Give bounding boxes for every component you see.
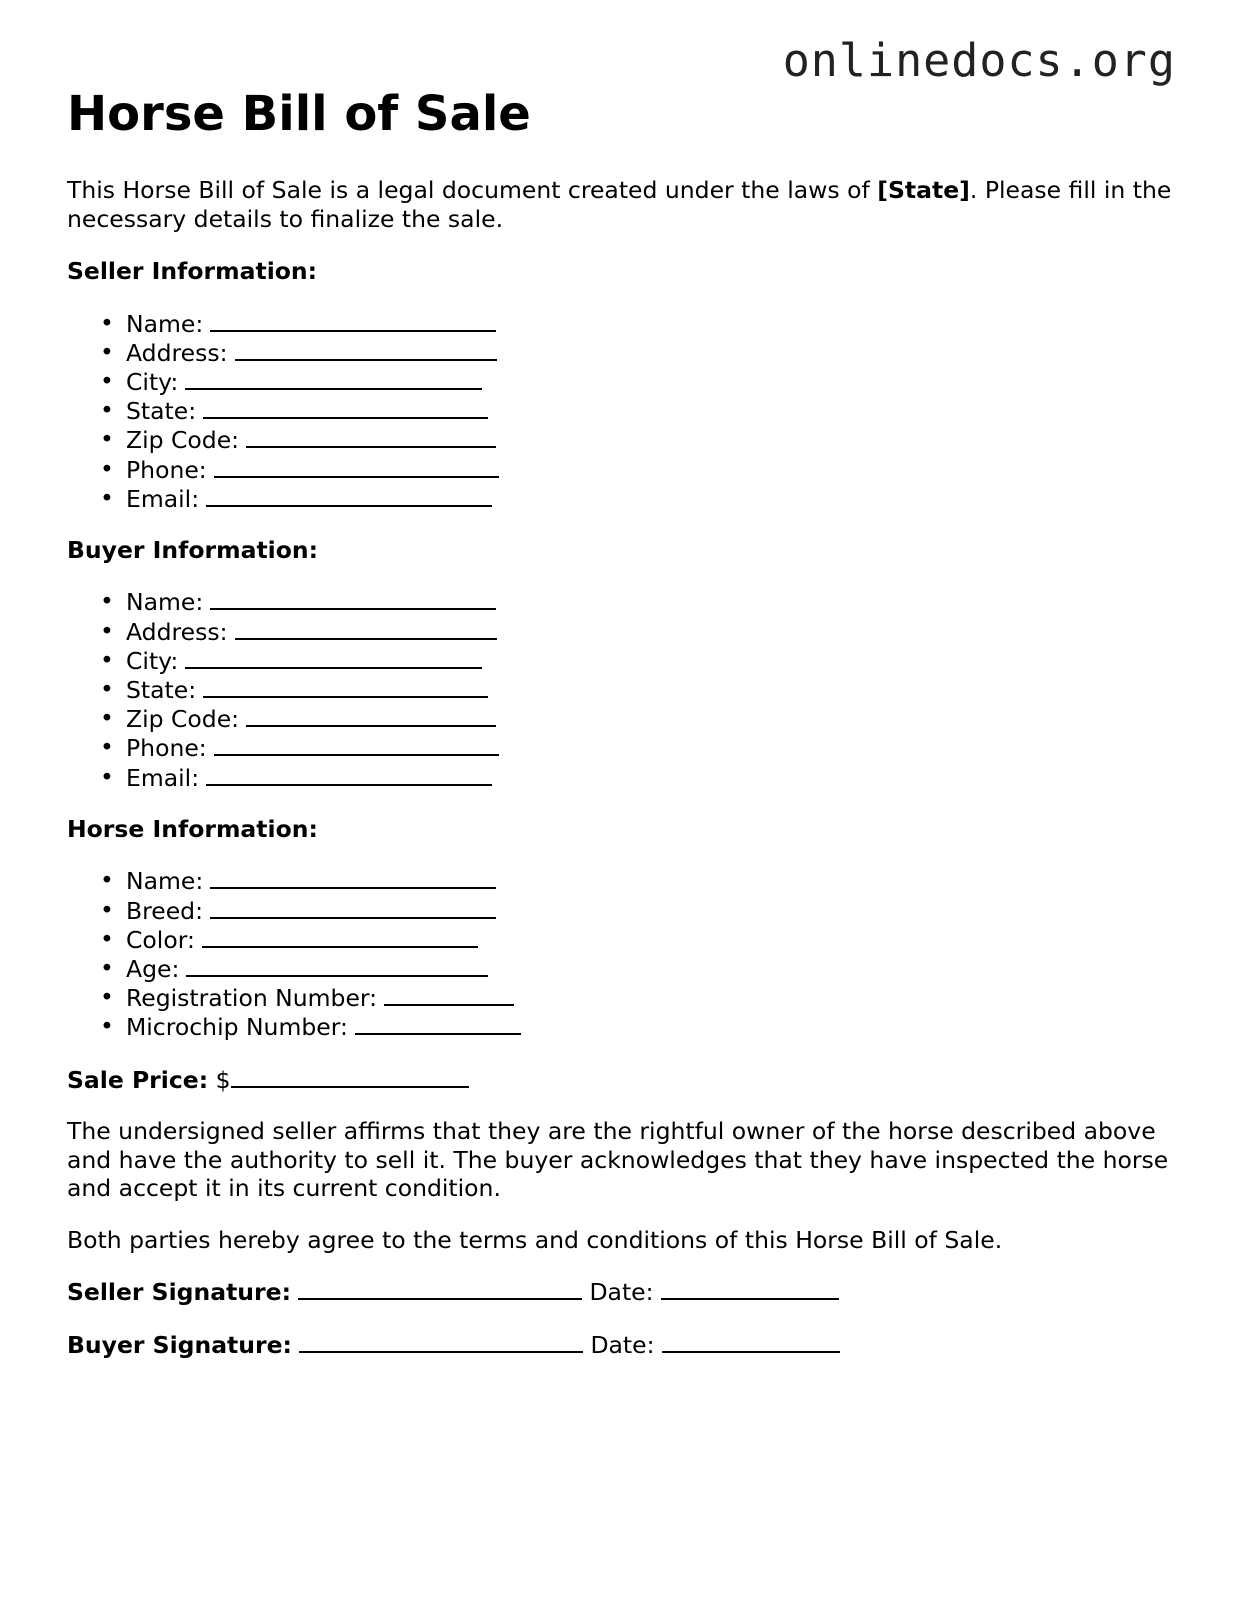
seller-phone-item [67,455,1177,484]
bullet-marker: • [100,616,114,645]
horse-microchip-blank[interactable] [355,1012,521,1035]
field-label: Address: [126,617,228,646]
bullet-marker: • [100,645,114,674]
field-label: Age: [126,954,180,983]
buyer-address-item [67,617,1177,646]
bullet-marker: • [100,953,114,982]
seller-signature-line [67,1277,1177,1307]
sale-price-line [67,1065,1177,1095]
seller-signature-blank[interactable] [298,1277,582,1300]
field-label: Microchip Number: [126,1013,348,1042]
intro-text-before: This Horse Bill of Sale is a legal document created under the laws of [67,176,878,204]
field-label: Email: [126,763,200,792]
buyer-zip-item [67,704,1177,733]
field-label: Color: [126,925,195,954]
seller-address-item [67,338,1177,367]
buyer-phone-blank[interactable] [214,733,499,756]
horse-color-blank[interactable] [202,925,478,948]
field-label: State: [126,397,197,426]
field-label: Zip Code: [126,426,240,455]
horse-registration-blank[interactable] [384,983,514,1006]
buyer-signature-blank[interactable] [299,1330,583,1353]
horse-name-blank[interactable] [210,866,496,889]
intro-paragraph [67,176,1177,233]
seller-email-item [67,484,1177,513]
buyer-email-blank[interactable] [206,763,492,786]
buyer-section-heading: Buyer Information: [67,535,319,564]
buyer-date-blank[interactable] [662,1330,840,1353]
bullet-marker: • [100,733,114,762]
horse-breed-item [67,896,1177,925]
field-label: Name: [126,309,204,338]
buyer-phone-item [67,733,1177,762]
buyer-address-blank[interactable] [235,617,497,640]
buyer-signature-label: Buyer Signature: [67,1330,292,1359]
seller-date-label: Date: [589,1278,654,1307]
buyer-city-item [67,646,1177,675]
bullet-marker: • [100,675,114,704]
horse-microchip-item [67,1012,1177,1041]
seller-email-blank[interactable] [206,484,492,507]
field-label: Name: [126,588,204,617]
horse-field-list [67,866,1177,1041]
buyer-email-item [67,763,1177,792]
sale-price-blank[interactable] [231,1065,469,1088]
document-page [67,86,1177,1359]
buyer-city-blank[interactable] [185,646,482,669]
bullet-marker: • [100,762,114,791]
buyer-name-blank[interactable] [210,587,496,610]
seller-name-item [67,309,1177,338]
seller-name-blank[interactable] [210,309,496,332]
seller-city-item [67,367,1177,396]
bullet-marker: • [100,924,114,953]
field-label: Phone: [126,734,207,763]
field-label: City: [126,367,179,396]
horse-breed-blank[interactable] [210,896,496,919]
horse-name-item [67,866,1177,895]
field-label: Breed: [126,896,204,925]
field-label: Name: [126,867,204,896]
bullet-marker: • [100,483,114,512]
field-label: Zip Code: [126,705,240,734]
seller-state-blank[interactable] [203,396,488,419]
bullet-marker: • [100,587,114,616]
seller-field-list [67,309,1177,513]
bullet-marker: • [100,396,114,425]
seller-signature-label: Seller Signature: [67,1278,291,1307]
document-title: Horse Bill of Sale [67,86,531,142]
buyer-state-item [67,675,1177,704]
affirmation-paragraph: The undersigned seller affirms that they are the rightful owner of the horse described above and have the authority to sell it. The buyer acknowledges that they have inspected the horse and accept it in its current condition. [67,1117,1169,1203]
buyer-field-list [67,587,1177,791]
intro-state-placeholder: [State] [877,176,970,204]
field-label: Phone: [126,455,207,484]
seller-address-blank[interactable] [235,338,497,361]
seller-state-item [67,396,1177,425]
seller-phone-blank[interactable] [214,455,499,478]
buyer-date-label: Date: [590,1330,655,1359]
bullet-marker: • [100,454,114,483]
field-label: Email: [126,484,200,513]
seller-section-heading: Seller Information: [67,257,318,285]
field-label: City: [126,646,179,675]
buyer-zip-blank[interactable] [246,704,496,727]
seller-zip-item [67,425,1177,454]
horse-section-heading: Horse Information: [67,814,318,843]
seller-date-blank[interactable] [661,1277,839,1300]
horse-color-item [67,925,1177,954]
bullet-marker: • [100,895,114,924]
bullet-marker: • [100,308,114,337]
buyer-signature-line [67,1330,1177,1360]
bullet-marker: • [100,366,114,395]
field-label: Address: [126,338,228,367]
bullet-marker: • [100,983,114,1012]
horse-registration-item [67,983,1177,1012]
sale-price-label: Sale Price: [67,1065,209,1094]
field-label: State: [126,676,197,705]
bullet-marker: • [100,866,114,895]
horse-age-blank[interactable] [186,954,488,977]
horse-age-item [67,954,1177,983]
agreement-paragraph: Both parties hereby agree to the terms and conditions of this Horse Bill of Sale. [67,1225,1003,1254]
seller-zip-blank[interactable] [246,425,496,448]
bullet-marker: • [100,337,114,366]
currency-symbol: $ [215,1065,231,1094]
intro-text-after: . Please fill in the necessary details to finalize the sale. [67,176,1172,233]
field-label: Registration Number: [126,984,378,1013]
bullet-marker: • [100,704,114,733]
site-watermark: onlinedocs.org [782,34,1176,87]
buyer-state-blank[interactable] [203,675,488,698]
bullet-marker: • [100,425,114,454]
seller-city-blank[interactable] [185,367,482,390]
buyer-name-item [67,587,1177,616]
bullet-marker: • [100,1012,114,1041]
